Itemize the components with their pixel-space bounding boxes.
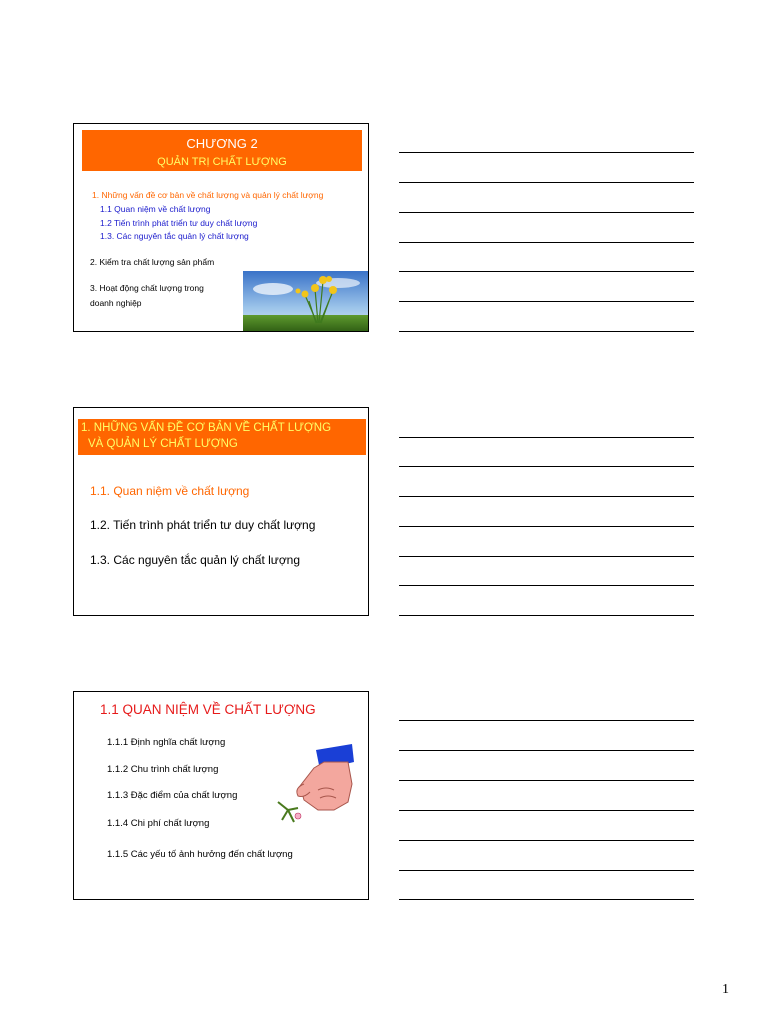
hand-flicking-figure-illustration [264, 744, 364, 830]
note-line [399, 615, 694, 616]
note-line [399, 212, 694, 213]
slide-1-title: CHƯƠNG 2 [186, 136, 258, 151]
note-line [399, 810, 694, 811]
note-line [399, 556, 694, 557]
slide-2-title-banner [78, 419, 366, 455]
slide-2-item-2: 1.2. Tiến trình phát triển tư duy chất lượng [90, 518, 316, 532]
note-line [399, 331, 694, 332]
note-line [399, 899, 694, 900]
slide-1 [73, 123, 369, 332]
slide-1-item-3: 3. Hoạt động chất lượng trong [90, 283, 204, 293]
slide-2-item-3: 1.3. Các nguyên tắc quản lý chất lượng [90, 553, 301, 567]
slide-2-item-1: 1.1. Quan niệm về chất lượng [90, 484, 250, 498]
slide-3-item-3: 1.1.3 Đặc điểm của chất lượng [107, 790, 238, 801]
note-line [399, 466, 694, 467]
note-line [399, 271, 694, 272]
slide-1-item-1-2: 1.2 Tiến trình phát triển tư duy chất lượng [100, 218, 258, 228]
note-line [399, 496, 694, 497]
note-line [399, 152, 694, 153]
slide-2 [73, 407, 369, 616]
note-line [399, 720, 694, 721]
slide-3-title: 1.1 QUAN NIỆM VỀ CHẤT LƯỢNG [100, 702, 316, 717]
slide-3-item-4: 1.1.4 Chi phí chất lượng [107, 818, 210, 829]
slide-2-title-line-2: VÀ QUẢN LÝ CHẤT LƯỢNG [88, 438, 238, 450]
note-line [399, 437, 694, 438]
note-line [399, 182, 694, 183]
note-line [399, 870, 694, 871]
slide-3-item-1: 1.1.1 Định nghĩa chất lượng [107, 737, 226, 748]
slide-3-item-2: 1.1.2 Chu trình chất lượng [107, 764, 219, 775]
slide-1-title-banner [82, 130, 362, 171]
slide-2-title-line-1: 1. NHỮNG VẤN ĐỀ CƠ BẢN VỀ CHẤT LƯỢNG [81, 422, 332, 434]
note-line [399, 242, 694, 243]
slide-1-item-3-cont: doanh nghiệp [90, 298, 142, 308]
note-line [399, 750, 694, 751]
flower-photo [243, 271, 369, 332]
note-line [399, 301, 694, 302]
slide-1-item-1-3: 1.3. Các nguyên tắc quản lý chất lượng [100, 231, 249, 241]
slide-1-item-1: 1. Những vấn đề cơ bản về chất lượng và quản lý chất lượng [92, 190, 324, 200]
slide-3 [73, 691, 369, 900]
note-line [399, 526, 694, 527]
note-line [399, 840, 694, 841]
note-line [399, 585, 694, 586]
slide-1-item-1-1: 1.1 Quan niệm về chất lượng [100, 204, 211, 214]
slide-1-subtitle: QUẢN TRỊ CHẤT LƯỢNG [157, 156, 287, 168]
slide-1-item-2: 2. Kiểm tra chất lượng sản phẩm [90, 257, 215, 267]
slide-3-item-5: 1.1.5 Các yếu tố ảnh hưởng đến chất lượng [107, 849, 293, 860]
page-number: 1 [722, 982, 729, 997]
note-line [399, 780, 694, 781]
